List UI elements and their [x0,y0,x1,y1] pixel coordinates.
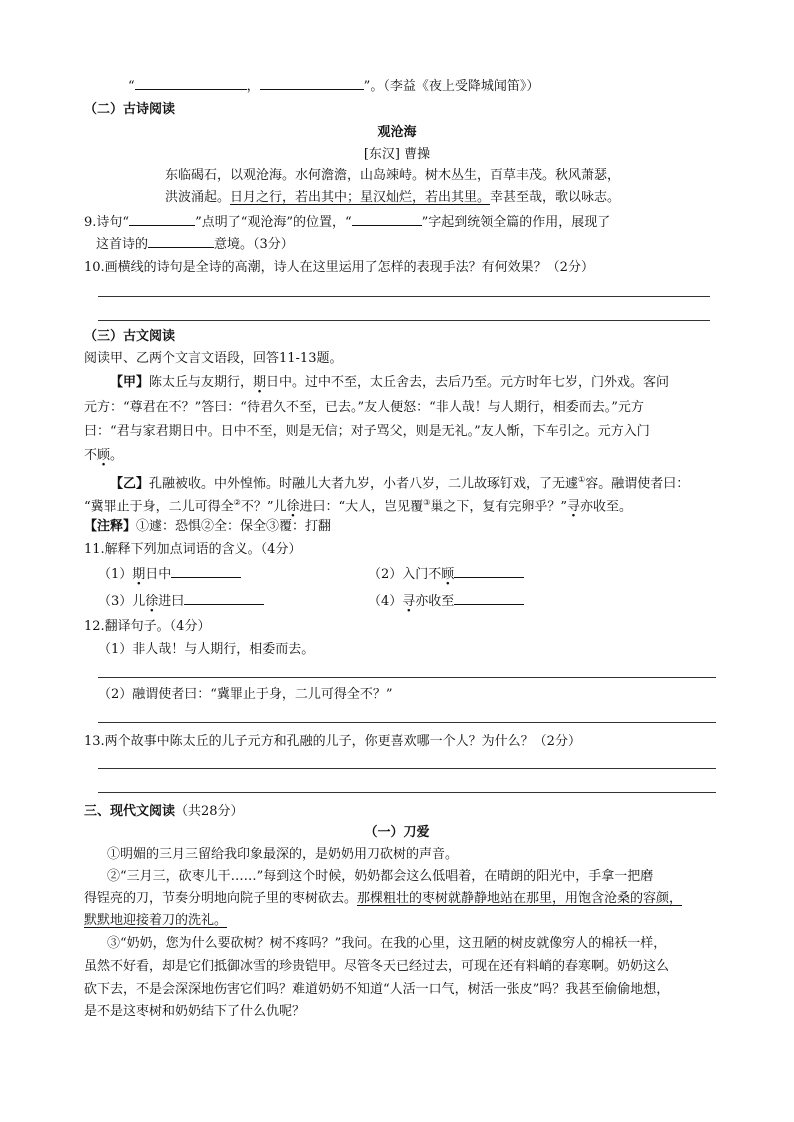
question-11-1: （1）期日中 [98,564,241,584]
answer-blank[interactable] [171,564,241,578]
article-paragraph-2-line-1: ②“三月三，砍枣儿干……”每到这个时候，奶奶都会这么低唱着，在晴朗的阳光中，手拿一把磨 [107,869,654,884]
section-title-classical: （三）古文阅读 [84,329,176,344]
poem-title: 观沧海 [377,125,417,140]
article-title: （一）刀爱 [364,825,430,840]
passage-jia-line-3: 曰：“君与家君期日中。日中不至，则是无信；对子骂父，则是无礼。”友人惭，下车引之。元方入门 [84,424,650,439]
article-paragraph-3-line-4: 是不是这枣树和奶奶结下了什么仇呢？ [84,1004,306,1019]
section-title-poetry: （二）古诗阅读 [84,102,176,117]
question-12-1: （1）非人哉！与人期行，相委而去。 [98,642,315,657]
question-11-4: （4）寻亦收至 [368,591,524,611]
q8-line: “ ， ”。（李益《夜上受降城闻笛》） [128,76,539,96]
passage-yi-line-1: 【乙】孔融被收。中外惶怖。时融儿大者九岁，小者八岁，二儿故琢钉戏，了无遽①容。融谓使者曰： [110,475,690,492]
answer-blank[interactable] [260,76,364,90]
question-11: 11.解释下列加点词语的含义。（4分） [84,542,302,557]
part-three-title: 三、现代文阅读（共28分） [84,804,244,819]
question-9-cont: 这首诗的 意境。（3分） [96,234,294,254]
section-intro: 阅读甲、乙两个文言文语段，回答11-13题。 [84,351,343,366]
passage-jia-line-4: 不顾。 [84,448,124,463]
question-11-2: （2）入门不顾 [368,564,524,584]
article-paragraph-2-line-3: 默默地迎接着刀的洗礼。 [84,913,228,928]
article-paragraph-3-line-2: 虽然不好看，却是它们抵御冰雪的珍贵铠甲。尽管冬天已经过去，可现在还有料峭的春寒啊。奶奶这么 [84,959,670,974]
question-10: 10.画横线的诗句是全诗的高潮，诗人在这里运用了怎样的表现手法？有何效果？（2分） [84,260,594,275]
question-9: 9.诗句“ ”点明了“观沧海”的位置，“ ”字起到统领全篇的作用，展现了 [84,212,610,232]
q8-source: （李益《夜上受降城闻笛》） [383,79,540,94]
article-paragraph-3-line-3: 砍下去，不是会深深地伤害它们吗？难道奶奶不知道“人活一口气，树活一张皮”吗？我甚至偷偷地想， [84,982,670,997]
question-13: 13.两个故事中陈太丘的儿子元方和孔融的儿子，你更喜欢哪一个人？为什么？（2分） [84,734,581,749]
answer-line[interactable] [98,722,716,723]
annotation: 【注释】①遽：恐惧②全：保全③覆：打翻 [84,519,332,534]
question-12-2: （2）融谓使者曰：“冀罪止于身，二儿可得全不？” [98,687,393,702]
answer-blank[interactable] [352,212,422,226]
answer-line[interactable] [98,320,710,321]
answer-line[interactable] [98,677,716,678]
passage-jia-line-1: 【甲】陈太丘与友期行，期日中。过中不至，太丘舍去，去后乃至。元方时年七岁，门外戏。客问 [110,375,670,390]
answer-blank[interactable] [148,234,214,248]
answer-blank[interactable] [454,591,524,605]
question-11-3: （3）儿徐进曰 [98,591,264,611]
poem-line-1: 东临碣石，以观沧海。水何澹澹，山岛竦峙。树木丛生，百草丰茂。秋风萧瑟， [165,168,621,183]
passage-yi-line-2: “冀罪止于身，二儿可得全②不？”儿徐进曰：“大人，岂见覆③巢之下，复有完卵乎？”寻亦收至。 [84,498,633,515]
answer-blank[interactable] [184,591,264,605]
passage-jia-line-2: 元方：“尊君在不？”答曰：“待君久不至，已去。”友人便怒：“非人哉！与人期行，相委而去。”元方 [84,400,644,415]
poem-author: [东汉] 曹操 [363,147,431,162]
question-12: 12.翻译句子。（4分） [84,619,211,634]
answer-blank[interactable] [135,76,247,90]
article-paragraph-2-line-2: 得锃亮的刀，节奏分明地向院子里的枣树砍去。那棵粗壮的枣树就静静地站在那里，用饱含沧桑的容颜， [84,891,683,906]
answer-blank[interactable] [454,564,524,578]
answer-line[interactable] [98,792,716,793]
answer-line[interactable] [98,296,710,297]
answer-blank[interactable] [129,212,195,226]
article-paragraph-1: ①明媚的三月三留给我印象最深的，是奶奶用刀砍树的声音。 [107,847,459,862]
underlined-verse: 日月之行，若出其中；星汉灿烂，若出其里。 [230,190,491,205]
article-paragraph-3-line-1: ③“奶奶，您为什么要砍树？树不疼吗？”我问。在我的心里，这丑陋的树皮就像穷人的棉袄一样， [107,936,667,951]
answer-line[interactable] [98,768,716,769]
poem-line-2: 洪波涌起。日月之行，若出其中；星汉灿烂，若出其里。幸甚至哉，歌以咏志。 [165,190,621,205]
